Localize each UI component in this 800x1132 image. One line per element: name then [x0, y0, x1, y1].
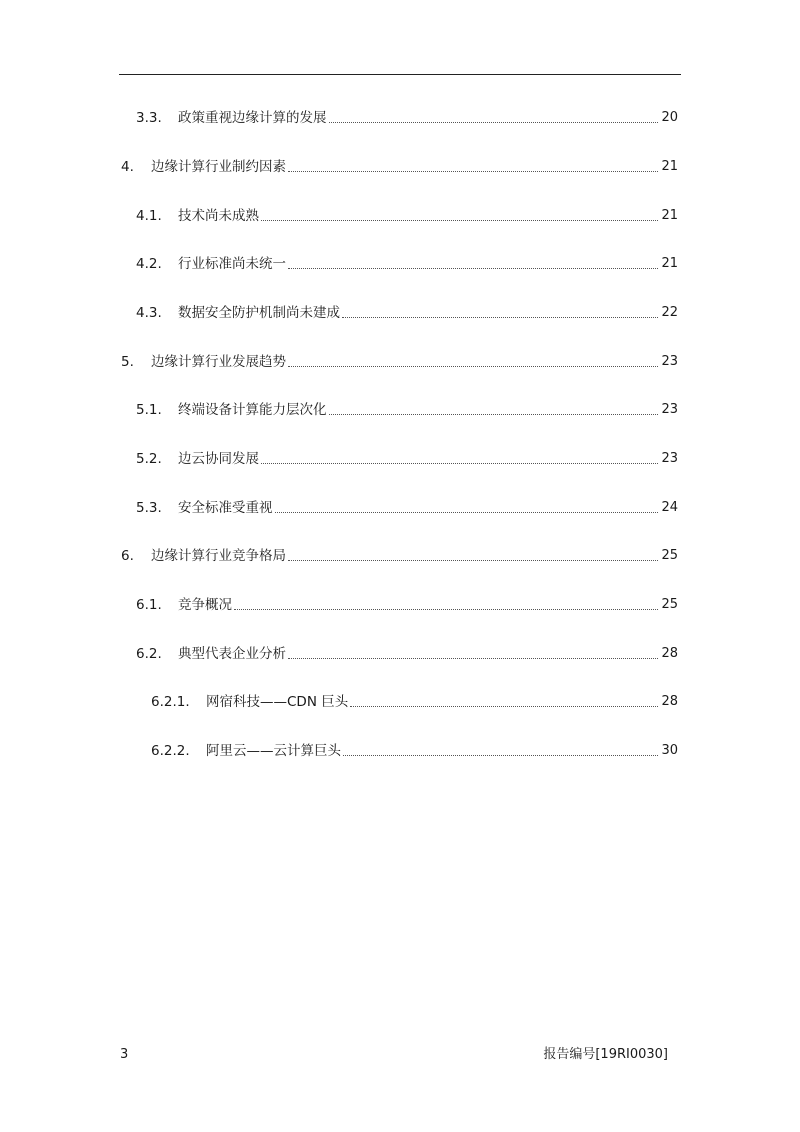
toc-number: 5.1. [136, 402, 162, 418]
toc-entry-4-1[interactable] [136, 206, 678, 226]
toc-number: 6.2.2. [151, 743, 190, 759]
toc-number: 5. [121, 354, 134, 370]
toc-page-number: 23 [661, 354, 678, 369]
toc-number: 6.1. [136, 597, 162, 613]
toc-page-number: 21 [661, 256, 678, 271]
toc-leader-dots [275, 512, 659, 513]
toc-page-number: 23 [661, 402, 678, 417]
toc-entry-5[interactable] [121, 352, 678, 372]
toc-leader-dots [288, 171, 658, 172]
toc-page-number: 25 [661, 597, 678, 612]
toc-number: 4.2. [136, 256, 162, 272]
toc-page-number: 21 [661, 159, 678, 174]
toc-title: 边缘计算行业发展趋势 [151, 354, 286, 370]
toc-entry-5-2[interactable] [136, 449, 678, 469]
footer-page-number: 3 [120, 1047, 129, 1062]
toc-page-number: 24 [661, 500, 678, 515]
toc-page-number: 23 [661, 451, 678, 466]
toc-entry-4[interactable] [121, 157, 678, 177]
toc-title: 阿里云——云计算巨头 [206, 743, 341, 759]
toc-leader-dots [234, 609, 658, 610]
toc-title: 行业标准尚未统一 [178, 256, 286, 272]
toc-leader-dots [261, 220, 658, 221]
header-rule [119, 74, 681, 75]
toc-entry-3-3[interactable] [136, 108, 678, 128]
toc-number: 5.3. [136, 500, 162, 516]
toc-entry-6[interactable] [121, 546, 678, 566]
toc-page-number: 30 [661, 743, 678, 758]
toc-entry-4-2[interactable] [136, 254, 678, 274]
toc-title: 边缘计算行业竞争格局 [151, 548, 286, 564]
toc-number: 6. [121, 548, 134, 564]
toc-title: 政策重视边缘计算的发展 [178, 110, 327, 126]
toc-title: 边缘计算行业制约因素 [151, 159, 286, 175]
toc-page-number: 22 [661, 305, 678, 320]
toc-entry-5-1[interactable] [136, 400, 678, 420]
toc-leader-dots [350, 706, 658, 707]
toc-page-number: 28 [661, 646, 678, 661]
toc-page-number: 21 [661, 208, 678, 223]
toc-entry-5-3[interactable] [136, 498, 678, 518]
toc-title: 安全标准受重视 [178, 500, 273, 516]
toc-leader-dots [329, 414, 659, 415]
toc-title: 网宿科技——CDN 巨头 [206, 694, 349, 710]
toc-leader-dots [288, 560, 658, 561]
toc-number: 6.2. [136, 646, 162, 662]
toc-entry-6-2[interactable] [136, 644, 678, 664]
toc-leader-dots [342, 317, 658, 318]
toc-number: 6.2.1. [151, 694, 190, 710]
toc-number: 3.3. [136, 110, 162, 126]
toc-leader-dots [288, 268, 658, 269]
toc-number: 4.3. [136, 305, 162, 321]
toc-page-number: 28 [661, 694, 678, 709]
toc-number: 4.1. [136, 208, 162, 224]
toc-entry-4-3[interactable] [136, 303, 678, 323]
toc-title: 数据安全防护机制尚未建成 [178, 305, 340, 321]
toc-page-number: 25 [661, 548, 678, 563]
toc-entry-6-2-2[interactable] [151, 741, 678, 761]
toc-leader-dots [329, 122, 659, 123]
toc-leader-dots [261, 463, 658, 464]
toc-title: 技术尚未成熟 [178, 208, 259, 224]
toc-number: 4. [121, 159, 134, 175]
toc-title: 边云协同发展 [178, 451, 259, 467]
toc-leader-dots [288, 658, 658, 659]
footer-report-code: 报告编号[19RI0030] [543, 1047, 668, 1062]
toc-entry-6-1[interactable] [136, 595, 678, 615]
toc-title: 终端设备计算能力层次化 [178, 402, 327, 418]
toc-title: 典型代表企业分析 [178, 646, 286, 662]
toc-page-number: 20 [661, 110, 678, 125]
toc-leader-dots [288, 366, 658, 367]
toc-leader-dots [343, 755, 658, 756]
toc-number: 5.2. [136, 451, 162, 467]
toc-title: 竞争概况 [178, 597, 232, 613]
toc-entry-6-2-1[interactable] [151, 692, 678, 712]
